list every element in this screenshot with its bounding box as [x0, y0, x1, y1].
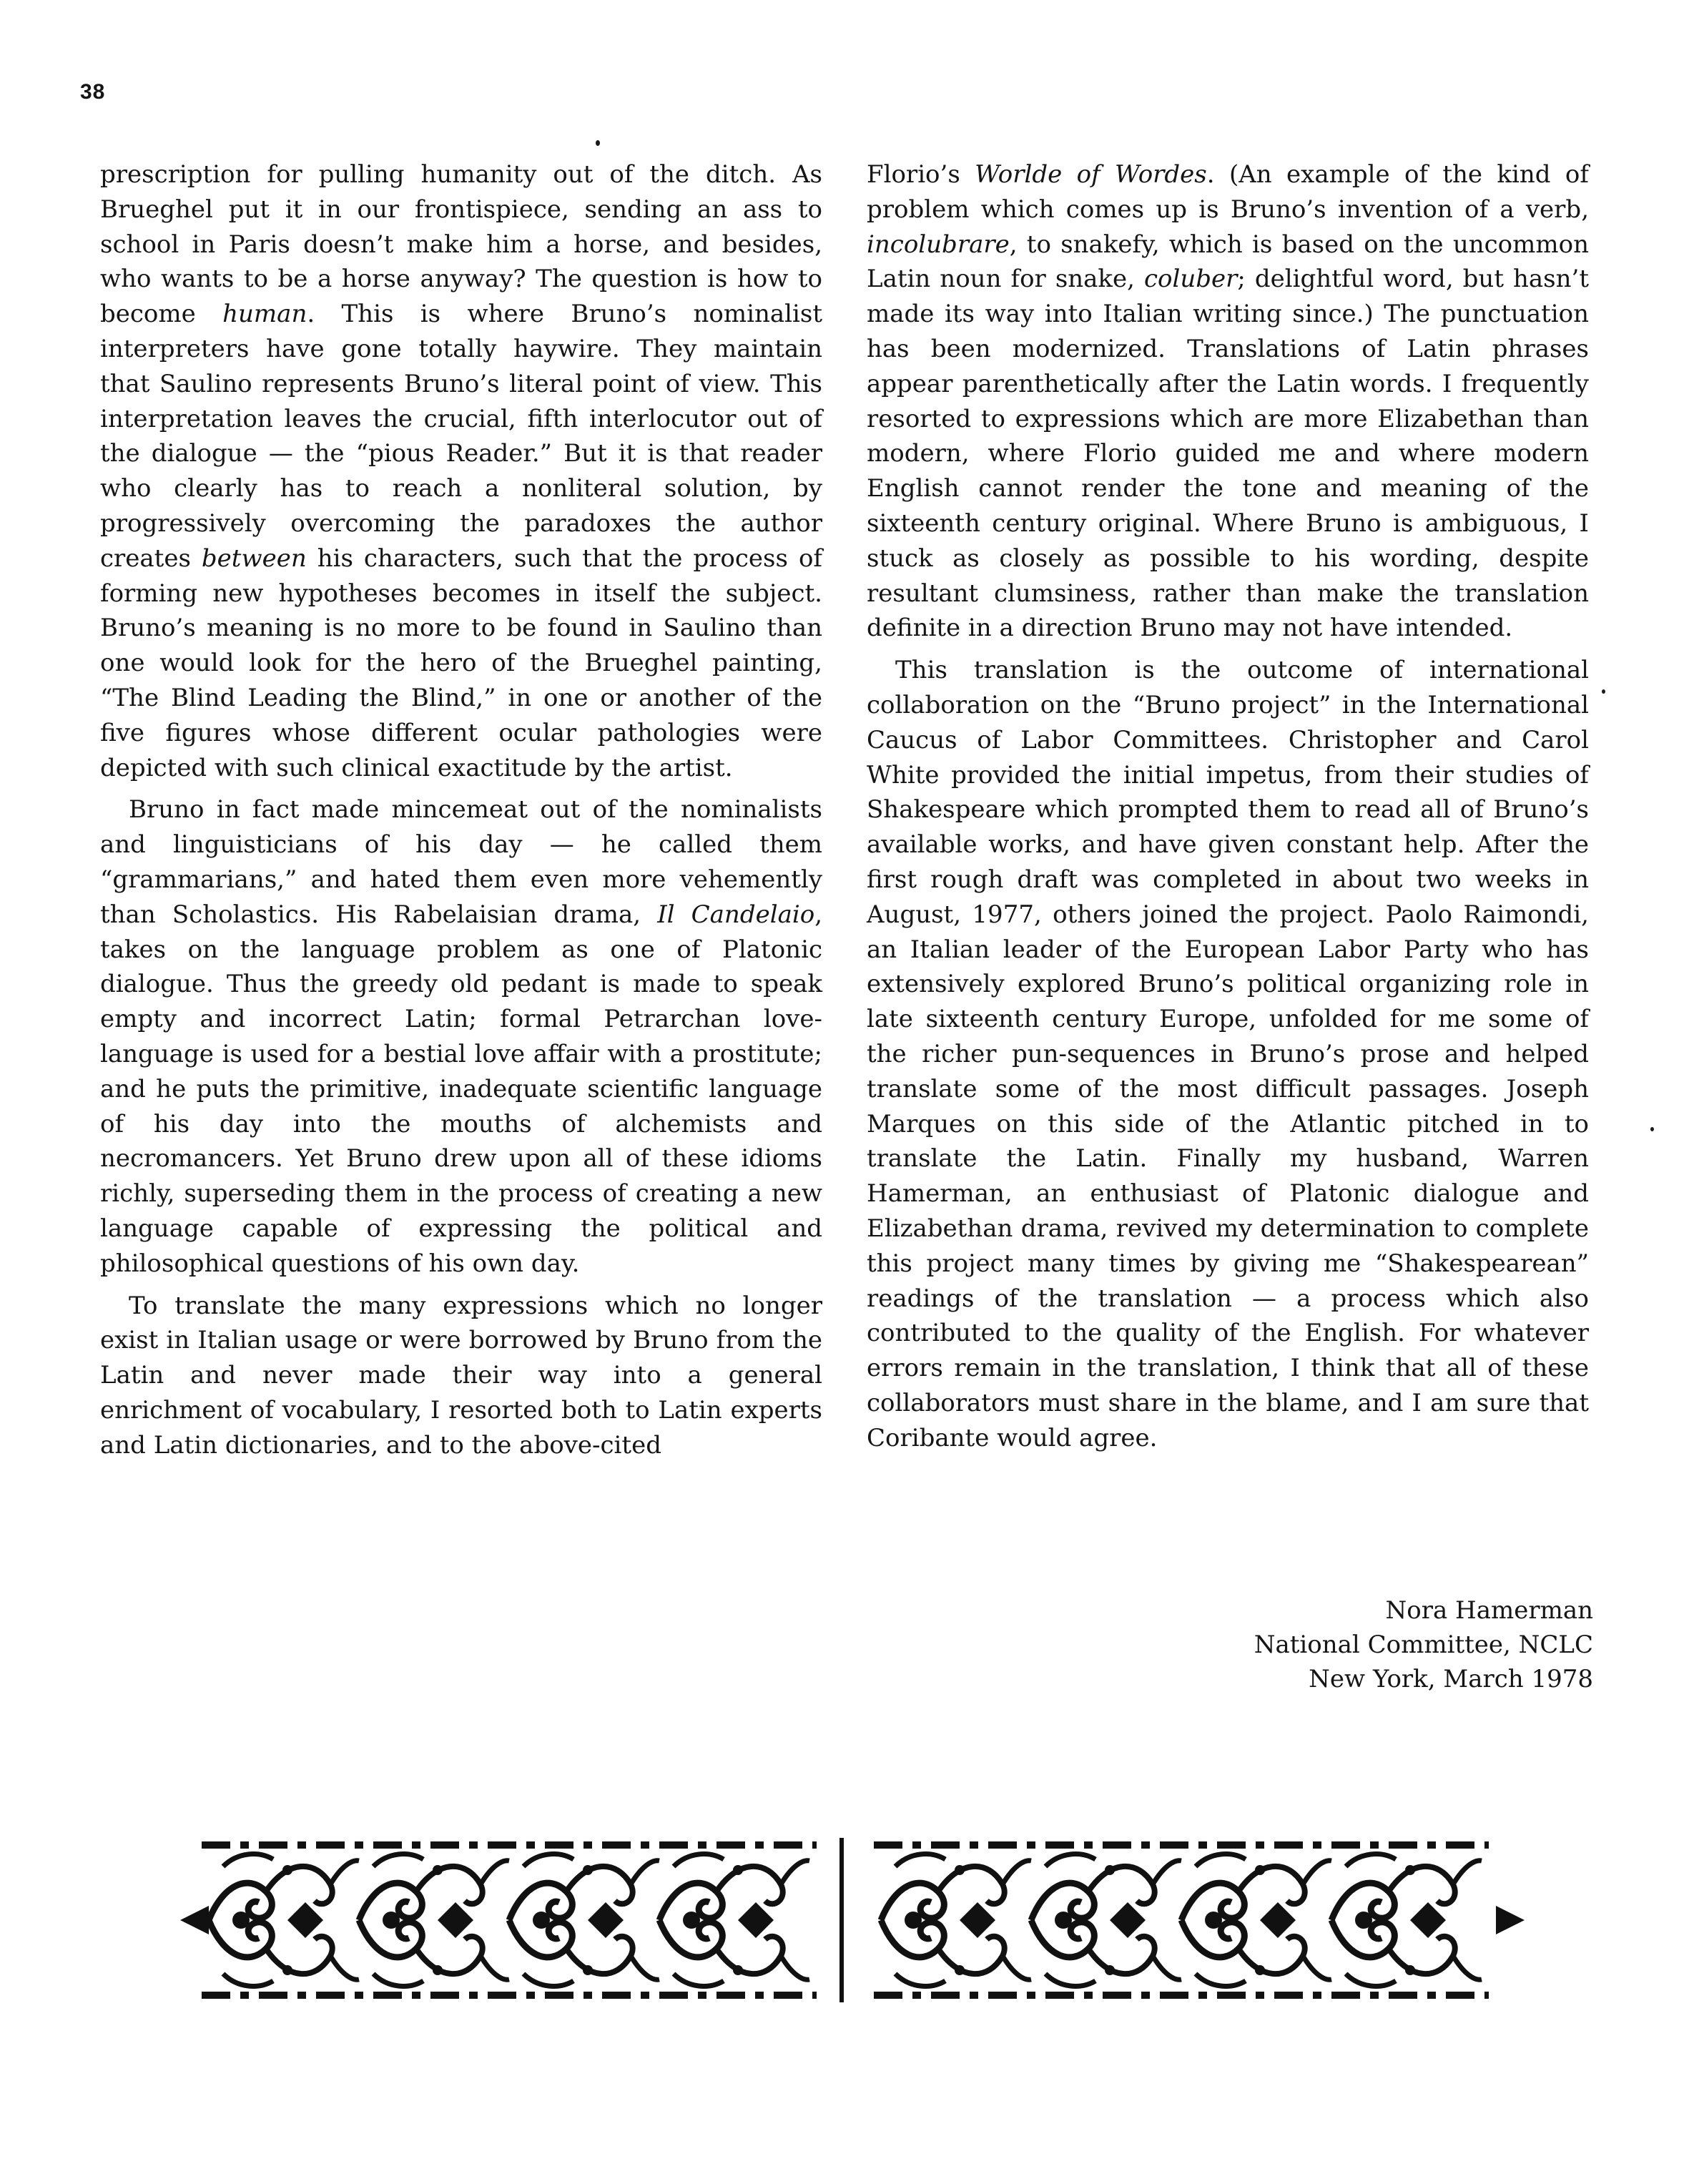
paragraph [100, 1289, 822, 1463]
italic-text: human [222, 300, 307, 329]
text-run: To translate the many expressions which no longer exist in Italian usage or were borrowed by Bruno from the Latin and never made their way into a general enrichment of vocabulary, I resorted both to Latin experts and Latin dictionaries, and to the above-cited [100, 1291, 822, 1460]
paragraph [867, 157, 1589, 646]
print-speck [1602, 689, 1605, 694]
author-name: Nora Hamerman [1385, 1596, 1593, 1625]
print-speck [1650, 1127, 1654, 1131]
text-run: ; delightful word, but hasn’t made its way into Italian writing since.) The punctuation has been modernized. Translations of Latin phrases appear parenthetically after the Latin words. I frequently resorted to expressions which are more Elizabethan than modern, where Florio guided me and where modern English cannot render the tone and meaning of the sixteenth century original. Where Bruno is ambiguous, I stuck as closely as possible to his wording, despite resultant clumsiness, rather than make the translation definite in a direction Bruno may not have intended. [867, 265, 1589, 643]
text-run: prescription for pulling humanity out of the ditch. As Brueghel put it in our frontispiece, sending an ass to school in Paris doesn’t make him a horse, and besides, who wants to be a horse anyway? The question is how to become [100, 160, 822, 329]
text-run: . (An example of the kind of problem which comes up is Bruno’s invention of a verb, [867, 160, 1589, 224]
text-run: , takes on the language problem as one of Platonic dialogue. Thus the greedy old pedant is made to speak empty and incorrect Latin; formal Petrarchan love-language is used for a bestial love affair with a prostitute; and he puts the primitive, inadequate scientific language of his day into the mouths of alchemists and necromancers. Yet Bruno drew upon all of these idioms richly, superseding them in the process of creating a new language capable of expressing the political and philosophical questions of his own day. [100, 900, 822, 1278]
right-column [867, 157, 1589, 1462]
paragraph [100, 792, 822, 1281]
page-number: 38 [80, 80, 106, 104]
paragraph [100, 157, 822, 785]
italic-text: Worlde of Wordes [975, 160, 1207, 189]
author-affiliation: National Committee, NCLC [1254, 1630, 1593, 1659]
signature-block [1073, 1593, 1593, 1696]
italic-text: between [201, 543, 307, 573]
paragraph [867, 653, 1589, 1455]
print-speck [596, 140, 600, 146]
italic-text: coluber [1144, 265, 1238, 294]
text-run: Bruno in fact made mincemeat out of the nominalists and linguisticians of his day — he called them “grammarians,” and hated them even more vehemently than Scholastics. His Rabelaisian drama, [100, 795, 822, 929]
italic-text: incolubrare [867, 230, 1010, 259]
text-run: This translation is the outcome of international collaboration on the “Bruno project” in the International Caucus of Labor Committees. Christopher and Carol White provided the initial impetus, from their studies of Shakespeare which prompted them to read all of Bruno’s available works, and have given constant help. After the first rough draft was completed in about two weeks in August, 1977, others joined the project. Paolo Raimondi, an Italian leader of the European Labor Party who has extensively explored Bruno’s political organizing role in late sixteenth century Europe, unfolded for me some of the richer pun-sequences in Bruno’s prose and helped translate some of the most difficult passages. Joseph Marques on this side of the Atlantic pitched in to translate the Latin. Finally my husband, Warren Hamerman, an enthusiast of Platonic dialogue and Elizabethan drama, revived my determination to complete this project many times by giving me “Shakespearean” readings of the translation — a process which also contributed to the quality of the English. For whatever errors remain in the translation, I think that all of these collaborators must share in the blame, and I am sure that Coribante would agree. [867, 656, 1589, 1452]
italic-text: Il Candelaio [657, 900, 815, 929]
text-run: his characters, such that the process of forming new hypotheses becomes in itself the subject. Bruno’s meaning is no more to be found in Saulino than one would look for the hero of the Brueghel painting, “The Blind Leading the Blind,” in one or another of the five figures whose different ocular pathologies were depicted with such clinical exactitude by the artist. [100, 543, 822, 782]
text-run: Florio’s [867, 160, 975, 189]
arabesque-border-ornament-icon [180, 1816, 1525, 2024]
text-run: , to snakefy, which is based on the uncommon Latin noun for snake, [867, 230, 1589, 294]
place-and-date: New York, March 1978 [1309, 1665, 1593, 1693]
text-run: . This is where Bruno’s nominalist interpreters have gone totally haywire. They maintain that Saulino represents Bruno’s literal point of view. This interpretation leaves the crucial, fifth interlocutor out of the dialogue — the “pious Reader.” But it is that reader who clearly has to reach a nonliteral solution, by progressively overcoming the paradoxes the author creates [100, 300, 822, 573]
left-column [100, 157, 822, 1470]
